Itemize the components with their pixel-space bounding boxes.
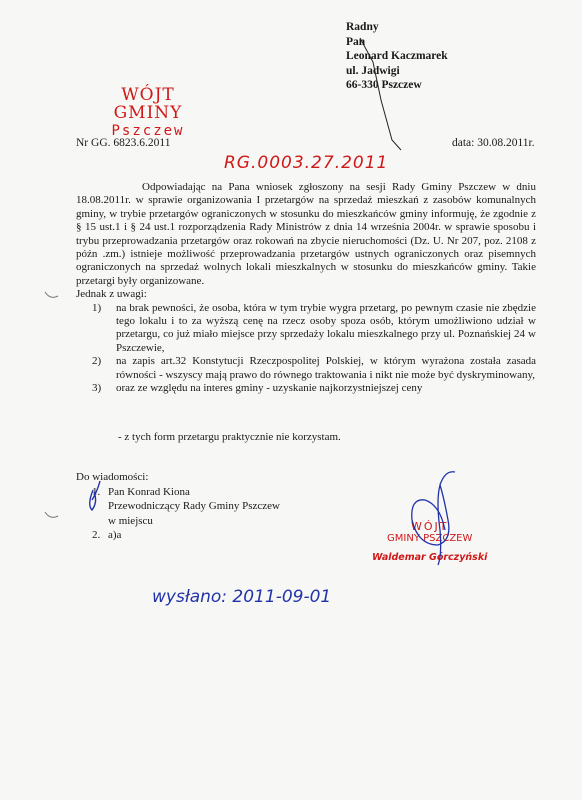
stamp-subtitle: GMINY PSZCZEW: [387, 533, 473, 544]
remark-number: 2): [92, 355, 102, 368]
cc-line: w miejscu: [108, 514, 153, 527]
remark-number: 1): [92, 301, 102, 314]
addressee-strike-mark: [360, 38, 401, 150]
letter-date: data: 30.08.2011r.: [452, 137, 535, 149]
signature-stroke: [412, 472, 455, 565]
remark-text: na brak pewności, że osoba, która w tym trybie wygra przetarg, po pewnym czasie nie zbędzie tego lokalu i to za wyższą cenę na rzecz osoby spoza osób, którym umożliwiono udział w przetargu, co już miało miejsce przy sprzedaży lokalu mieszkalnego przy ul. Poznańskiej 24 w Pszczewie,: [116, 301, 536, 354]
handwritten-reference: RG.0003.27.2011: [224, 153, 389, 173]
addressee-line: ul. Jadwigi: [346, 64, 400, 77]
stamp-title: WÓJT: [410, 520, 449, 533]
received-note: wysłano: 2011-09-01: [152, 587, 332, 607]
remark-text: oraz ze względu na interes gminy - uzyskanie najkorzystniejszej ceny: [116, 382, 423, 395]
margin-tick-mark: [45, 292, 58, 297]
addressee-line: Leonard Kaczmarek: [346, 50, 448, 62]
cc-line: Pan Konrad Kiona: [108, 485, 190, 498]
cc-item-number: 2.: [92, 529, 101, 541]
letterhead-title: WÓJT GMINY: [113, 85, 183, 123]
addressee-line: Pan: [346, 35, 366, 48]
addressee-line: Radny: [346, 21, 379, 33]
handwritten-checkmark: [90, 481, 100, 510]
body-paragraph: Odpowiadając na Pana wniosek zgłoszony na sesji Rady Gminy Pszczew w dniu 18.08.2011r. w sprawie organizowania I przetargów na sprzedaż mieszkań z zasobów komunalnych gminy, w trybie przetargów ograniczonych w stosunku do mieszkańców gminy informuję, że zgodnie z § 15 ust.1 i § 24 ust.1 rozporządzenia Rady Ministrów z dnia 14 września 2004r. w sprawie sposobu i trybu przeprowadzania przetargów oraz rokowań na zbycie nieruchomości (Dz. U. Nr 207, poz. 2108 z późn .zm.) istnieje możliwość przeprowadzania przetargów ustnych ograniczonych oraz pisemnych ograniczonych na sprzedaż wolnych lokali mieszkalnych w stosunku do mieszkańców gminy. Takie przetargi były organizowane.: [76, 181, 536, 287]
cc-item-number: 1.: [92, 485, 101, 498]
remarks-heading: Jednak z uwagi:: [76, 288, 147, 301]
remark-number: 3): [92, 382, 102, 395]
remark-text: na zapis art.32 Konstytucji Rzeczpospolitej Polskiej, w którym wyrażona została zasada równości - wszyscy mają prawo do równego traktowania i nikt nie może być dyskryminowany,: [116, 355, 536, 381]
cc-heading: Do wiadomości:: [76, 471, 149, 483]
cc-line: a)a: [108, 529, 122, 541]
letterhead-subtitle: Pszczew: [111, 123, 185, 139]
stamp-name: Waldemar Górczyński: [372, 552, 488, 563]
addressee-line: 66-330 Pszczew: [346, 79, 422, 91]
cc-line: Przewodniczący Rady Gminy Pszczew: [108, 500, 280, 512]
margin-tick-mark: [45, 512, 58, 517]
reference-number: Nr GG. 6823.6.2011: [76, 137, 171, 149]
closing-line: - z tych form przetargu praktycznie nie korzystam.: [118, 431, 341, 443]
